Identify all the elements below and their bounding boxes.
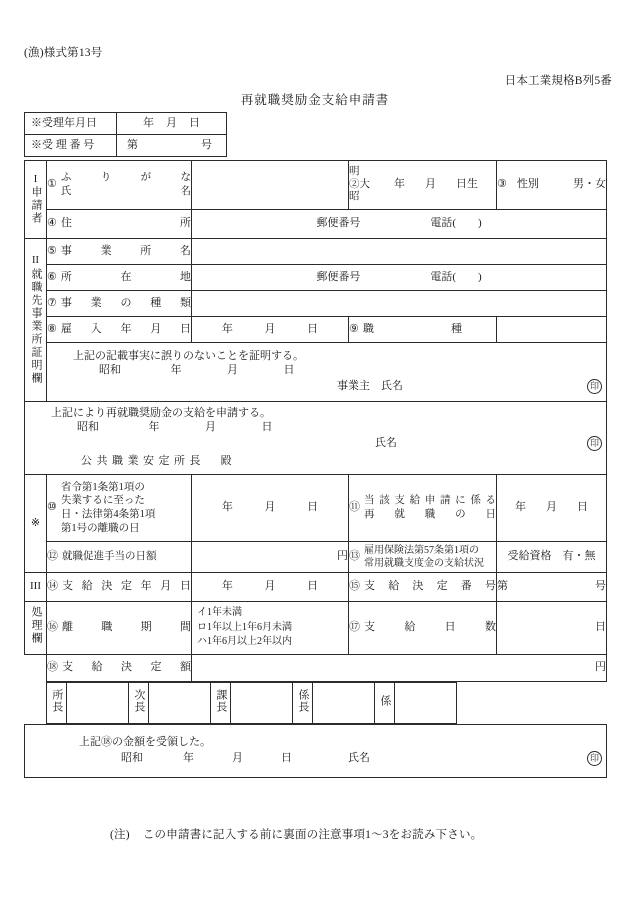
section-2-title: 就職先事業所証明欄 [30,267,42,385]
field-number-14: ⑭ [47,580,58,593]
business-type-input[interactable] [192,291,607,317]
app-month-marker: 月 [205,420,216,433]
seal-icon[interactable]: 印 [587,379,602,394]
field-16-label: ⑯ 離 職 期 間 [47,602,192,655]
footnote-text: この申請書に記入する前に裏面の注意事項1〜3をお読み下さい。 [142,829,483,841]
f15-go-marker: 号 [595,580,606,593]
hire-date-label: ⑧ 雇 入 年 月 日 [47,317,192,343]
certification-text: 上記の記載事実に誤りのないことを証明する。 [73,349,304,362]
ack-year-marker: 年 [183,751,194,764]
field-number-16: ⑯ [47,621,58,634]
approval-stamp-director[interactable] [67,683,129,724]
f10-day-marker: 日 [307,501,319,514]
field-16-options[interactable] [192,602,349,655]
address-label-cell: ④ 住 所 [47,210,192,239]
row-approval-stamps [25,682,607,725]
era-sho: 昭 [349,191,360,203]
row-16-17 [25,602,607,655]
option-ro[interactable]: ロ1年以上1年6月未満 [197,621,292,633]
section-3-title-cell [25,602,47,655]
app-day-marker: 日 [261,420,273,433]
field-11-line-1: 当 該 支 給 申 請 に 係 る [364,495,496,507]
field-18-input[interactable]: 円 [192,655,607,682]
option-i[interactable]: イ1年未満 [197,607,242,619]
approval-stamp-subsection-chief[interactable] [313,683,375,724]
go-marker: 号 [201,138,212,151]
dai-marker: 第 [127,138,138,151]
field-11-input[interactable] [497,475,607,542]
section-3-roman-cell [25,573,47,602]
era-mei: 明 [349,166,360,178]
gender-label: 性別 [516,178,539,191]
certification-block [47,343,607,402]
field-number-18: ⑱ [47,661,58,674]
row-18 [25,655,607,682]
name-label: 氏 名 [60,186,191,197]
era-tai-with-num [349,179,370,191]
birth-day-marker: 日生 [456,178,478,191]
applicant-signature-label: 氏名 [375,437,397,449]
footnote-mark: (注) [110,829,130,841]
receipt-date-label: ※受理年月日 [25,113,117,135]
f14-day-marker: 日 [307,580,319,593]
field-number-15: ⑮ [349,580,360,593]
workplace-address-label: ⑥ 所 在 地 [47,265,192,291]
field-15-label: ⑮ 支 給 決 定 番 号 [349,573,497,602]
hire-year-marker: 年 [221,322,233,335]
birth-month-marker: 月 [425,178,436,191]
field-number-7: ⑦ [47,296,57,309]
day-marker: 日 [189,116,200,129]
field-number-2: ② [349,178,360,190]
birthdate-cell[interactable] [349,161,497,210]
footnote [110,826,482,842]
section-3-roman: III [30,580,41,593]
receipt-number-row [25,135,227,157]
job-type-label: ⑨ 職 種 [349,317,497,343]
row-employer-certification [25,343,607,402]
field-number-6: ⑥ [47,270,57,283]
f14-year-marker: 年 [221,580,233,593]
spacer-cell [25,655,47,682]
certification-date[interactable] [47,364,606,378]
furigana-label: ふ り が な [60,172,191,184]
field-17-label: ⑰ 支 給 日 数 [349,602,497,655]
workplace-address-input[interactable] [192,265,607,291]
seal-icon[interactable]: 印 [587,751,602,766]
approval-stamp-section-chief[interactable] [231,683,293,724]
employer-signature-label: 事業主 氏名 [337,379,403,392]
approval-label-clerk: 係 [375,683,395,724]
form-code: (漁)様式第13号 [24,47,103,59]
field-12-label: ⑫ 就職促進手当の日額 [47,542,192,573]
job-type-input[interactable] [497,317,607,343]
f10-year-marker: 年 [221,501,233,514]
application-date[interactable] [25,421,606,435]
row-applicant-name [25,161,607,210]
section-2-vertical-label [25,239,47,402]
field-17-input[interactable]: 日 [497,602,607,655]
gender-options[interactable]: 男・女 [573,178,606,191]
approval-label-director: 所長 [47,683,67,724]
receipt-number-label: ※受 理 番 号 [25,135,117,157]
document-title: 再就職奨励金支給申請書 [240,93,390,107]
field-13-label: ⑬ 雇用保険法第57条第1項の 常用就職支度金の支給状況 [349,542,497,573]
ack-signature-label: 氏名 [348,751,370,764]
telephone-label: 電話( ) [430,217,482,230]
acknowledgement-text: 上記⑱の金額を受領した。 [79,736,211,749]
receipt-date-value[interactable] [117,113,227,135]
row-business-type [25,291,607,317]
field-number-11: ⑪ [349,501,360,514]
row-workplace-address [25,265,607,291]
row-applicant-address [25,210,607,239]
field-12-input[interactable]: 円 [192,542,349,573]
field-15-input[interactable] [497,573,607,602]
row-12-13 [25,542,607,573]
section-3-title: 処理欄 [30,606,42,646]
hire-day-marker: 日 [307,322,319,335]
option-ha[interactable]: ハ1年6月以上2年以内 [197,636,292,648]
field-10-label: ⑩ 省令第1条第1項の 失業するに至った 日・法律第4条第1項 第1号の離職の日 [47,475,192,542]
cert-year-marker: 年 [170,363,182,376]
field-14-input[interactable] [192,573,349,602]
workplace-name-label: ⑤ 事 業 所 名 [47,239,192,265]
field-11-label [349,475,497,542]
f10-month-marker: 月 [264,501,276,514]
field-number-1: ① [47,178,57,191]
acknowledgement-signature-line[interactable] [25,751,606,766]
gender-cell[interactable] [497,161,607,210]
row-application-statement [25,402,607,475]
address-input-cell[interactable] [192,210,607,239]
ack-day-marker: 日 [281,751,292,764]
app-era: 昭和 [77,420,99,433]
cert-era: 昭和 [99,363,121,376]
year-marker: 年 [143,116,154,129]
approval-left-spacer [25,683,47,724]
cert-month-marker: 月 [227,363,238,376]
field-18-label: ⑱ 支 給 決 定 額 [47,655,192,682]
field-10-input[interactable] [192,475,349,542]
approval-right-spacer [457,683,607,724]
workplace-postal-label: 郵便番号 [316,270,361,283]
ack-month-marker: 月 [232,751,243,764]
section-1-vertical-label [25,161,47,239]
approval-stamp-deputy[interactable] [149,683,211,724]
certification-signature-line [47,379,606,394]
field-11-line-2: 再 就 職 の 日 [364,509,496,520]
section-2-roman: II [32,255,39,267]
field-number-5: ⑤ [47,244,57,257]
acknowledgement-block [25,725,607,778]
postal-code-label: 郵便番号 [316,217,361,230]
field-number-9: ⑨ [349,322,359,335]
cert-day-marker: 日 [283,363,295,376]
ack-era: 昭和 [121,751,143,764]
name-label-cell [47,161,192,210]
field-number-8: ⑧ [47,322,57,335]
era-tai: 大 [359,178,370,190]
applicant-signature-line [25,436,606,451]
main-form-grid [24,160,607,778]
row-10-11 [25,475,607,542]
name-input-cell[interactable] [192,161,349,210]
approval-label-section-chief: 課長 [211,683,231,724]
addressed-office-label: 公共職業安定所長 殿 [81,455,236,468]
section-1-title: 申請者 [30,186,42,226]
f11-day-marker: 日 [577,501,588,514]
row-14-15 [25,573,607,602]
row-acknowledgement [25,725,607,778]
app-year-marker: 年 [148,420,160,433]
approval-label-deputy: 次長 [129,683,149,724]
f11-year-marker: 年 [515,501,526,514]
month-marker: 月 [166,116,177,129]
section-3-mark-cell [25,475,47,573]
seal-icon[interactable]: 印 [587,436,602,451]
field-14-label: ⑭ 支 給 決 定 年 月 日 [47,573,192,602]
f11-month-marker: 月 [546,501,557,514]
receipt-number-value[interactable] [117,135,227,157]
application-statement-text: 上記により再就職奨励金の支給を申請する。 [51,406,271,419]
approval-row-wrapper [25,682,607,725]
f14-month-marker: 月 [264,580,276,593]
row-hire-date [25,317,607,343]
approval-stamp-table [25,682,607,724]
section-1-roman: I [33,173,38,185]
section-3-mark: ※ [30,516,41,529]
workplace-tel-label: 電話( ) [430,270,482,283]
paper-spec-label: 日本工業規格B列5番 [504,75,612,87]
birth-year-marker: 年 [394,178,405,191]
f15-dai-marker: 第 [497,580,508,593]
field-number-17: ⑰ [349,621,360,634]
field-number-3: ③ [497,178,507,191]
approval-stamp-clerk[interactable] [395,683,457,724]
hire-month-marker: 月 [264,322,276,335]
row-workplace-name [25,239,607,265]
receipt-info-box [24,112,227,157]
field-number-4: ④ [47,217,57,230]
workplace-name-input[interactable] [192,239,607,265]
field-13-input[interactable]: 受給資格 有・無 [497,542,607,573]
hire-date-input[interactable] [192,317,349,343]
field-number-12: ⑫ [47,550,58,563]
era-options [349,166,370,203]
business-type-label: ⑦ 事 業 の 種 類 [47,291,192,317]
approval-label-subsection-chief: 係長 [293,683,313,724]
receipt-date-row [25,113,227,135]
field-number-13: ⑬ [349,550,360,563]
field-number-10: ⑩ [47,501,57,514]
application-statement-block [25,402,607,475]
